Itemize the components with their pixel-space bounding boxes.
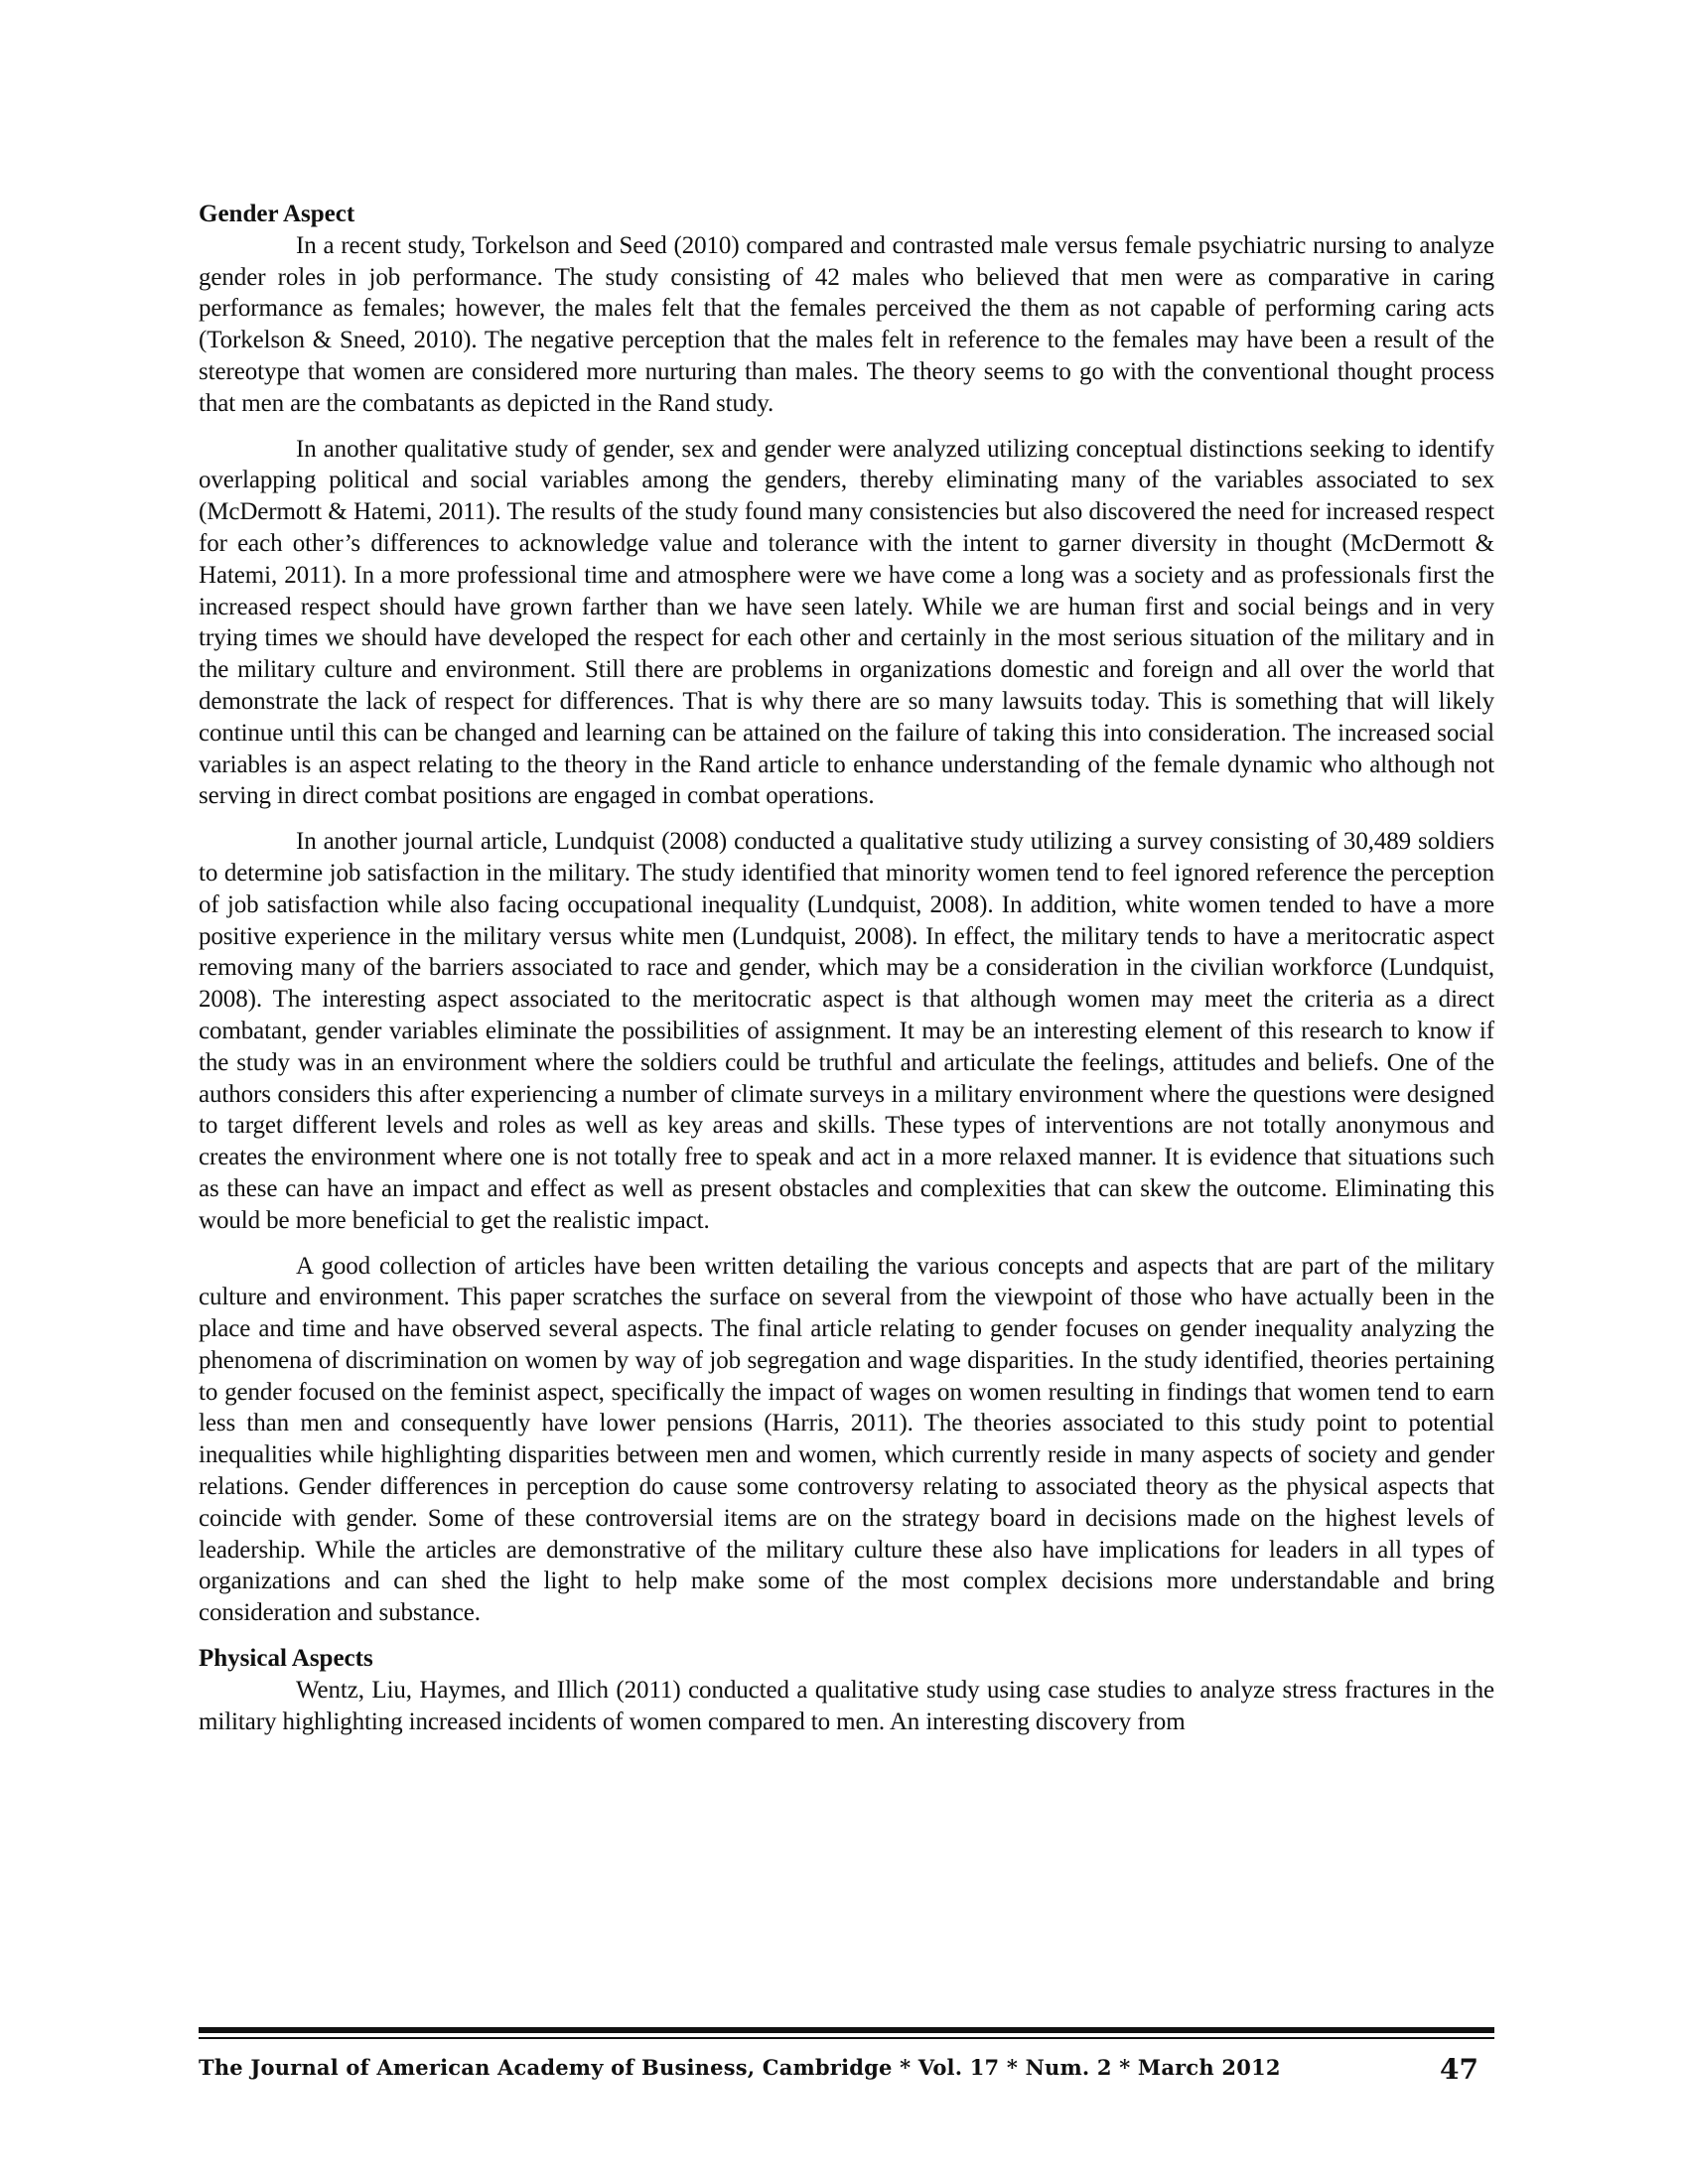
- paragraph: A good collection of articles have been written detailing the various concepts and aspects that are part of the military culture and environment. This paper scratches the surface on several from the viewpoint of those who have actually been in the place and time and have observed several aspects. The final article relating to gender focuses on gender inequality analyzing the phenomena of discrimination on women by way of job segregation and wage disparities. In the study identified, theories pertaining to gender focused on the feminist aspect, specifically the impact of wages on women resulting in findings that women tend to earn less than men and consequently have lower pensions (Harris, 2011). The theories associated to this study point to potential inequalities while highlighting disparities between men and women, which currently reside in many aspects of society and gender relations. Gender differences in perception do cause some controversy relating to associated theory as the physical aspects that coincide with gender. Some of these controversial items are on the strategy board in decisions made on the highest levels of leadership. While the articles are demonstrative of the military culture these also have implications for leaders in all types of organizations and can shed the light to help make some of the most complex decisions more understandable and bring consideration and substance.: [199, 1252, 1494, 1627]
- paragraph: Wentz, Liu, Haymes, and Illich (2011) conducted a qualitative study using case studies to analyze stress fractures in the military highlighting increased incidents of women compared to men. An interesting discovery from: [199, 1676, 1494, 1735]
- paragraph: In another journal article, Lundquist (2008) conducted a qualitative study utilizing a survey consisting of 30,489 soldiers to determine job satisfaction in the military. The study identified that minority women tend to feel ignored reference the perception of job satisfaction while also facing occupational inequality (Lundquist, 2008). In addition, white women tended to have a more positive experience in the military versus white men (Lundquist, 2008). In effect, the military tends to have a meritocratic aspect removing many of the barriers associated to race and gender, which may be a consideration in the civilian workforce (Lundquist, 2008). The interesting aspect associated to the meritocratic aspect is that although women may meet the criteria as a direct combatant, gender variables eliminate the possibilities of assignment. It may be an interesting element of this research to know if the study was in an environment where the soldiers could be truthful and articulate the feelings, attitudes and beliefs. One of the authors considers this after experiencing a number of climate surveys in a military environment where the questions were designed to target different levels and roles as well as key areas and skills. These types of interventions are not totally anonymous and creates the environment where one is not totally free to speak and act in a more relaxed manner. It is evidence that situations such as these can have an impact and effect as well as present obstacles and complexities that can skew the outcome. Eliminating this would be more beneficial to get the realistic impact.: [199, 828, 1494, 1234]
- section-heading-physical-aspects: Physical Aspects: [199, 1645, 373, 1673]
- footer-rule: [199, 2027, 1494, 2039]
- section-heading-gender-aspect: Gender Aspect: [199, 201, 355, 227]
- page-footer: [199, 2055, 1494, 2095]
- page-number: 47: [1440, 2053, 1478, 2086]
- paragraph: In a recent study, Torkelson and Seed (2010) compared and contrasted male versus female psychiatric nursing to analyze gender roles in job performance. The study consisting of 42 males who believed that men were as comparative in caring performance as females; however, the males felt that the females perceived the them as not capable of performing caring acts (Torkelson & Sneed, 2010). The negative perception that the males felt in reference to the females may have been a result of the stereotype that women are considered more nurturing than males. The theory seems to go with the conventional thought process that men are the combatants as depicted in the Rand study.: [199, 231, 1494, 417]
- journal-citation: The Journal of American Academy of Business, Cambridge * Vol. 17 * Num. 2 * March 2012: [199, 2055, 1281, 2080]
- page-body: [199, 199, 1494, 1751]
- paragraph: In another qualitative study of gender, sex and gender were analyzed utilizing conceptual distinctions seeking to identify overlapping political and social variables among the genders, thereby eliminating many of the variables associated to sex (McDermott & Hatemi, 2011). The results of the study found many consistencies but also discovered the need for increased respect for each other’s differences to acknowledge value and tolerance with the intent to garner diversity in thought (McDermott & Hatemi, 2011). In a more professional time and atmosphere were we have come a long was a society and as professionals first the increased respect should have grown farther than we have seen lately. While we are human first and social beings and in very trying times we should have developed the respect for each other and certainly in the most serious situation of the military and in the military culture and environment. Still there are problems in organizations domestic and foreign and all over the world that demonstrate the lack of respect for differences. That is why there are so many lawsuits today. This is something that will likely continue until this can be changed and learning can be attained on the failure of taking this into consideration. The increased social variables is an aspect relating to the theory in the Rand article to enhance understanding of the female dynamic who although not serving in direct combat positions are engaged in combat operations.: [199, 435, 1494, 810]
